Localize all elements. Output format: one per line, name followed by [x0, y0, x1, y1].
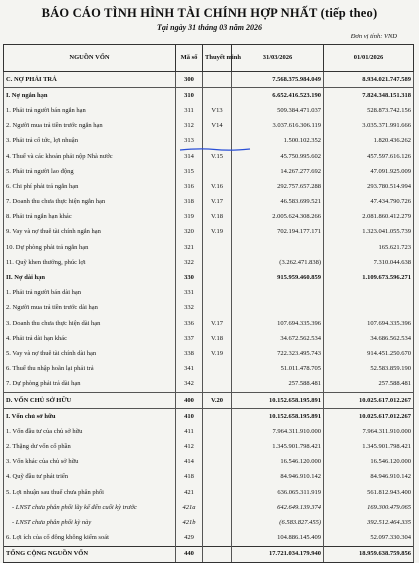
row-current-value: 84.946.910.142 — [232, 470, 324, 485]
row-note — [203, 72, 232, 88]
row-code: 312 — [176, 119, 203, 134]
row-note — [203, 424, 232, 439]
row-previous-value: 1.109.673.596.271 — [324, 270, 414, 285]
row-label: 2. Người mua trả tiền trước dài hạn — [4, 301, 176, 316]
row-previous-value: 165.621.723 — [324, 240, 414, 255]
table-row — [4, 301, 414, 316]
row-note — [203, 255, 232, 270]
row-label: 3. Vốn khác của chủ sở hữu — [4, 455, 176, 470]
row-note: V.19 — [203, 346, 232, 361]
row-code: 300 — [176, 72, 203, 88]
row-previous-value: 561.812.943.400 — [324, 485, 414, 500]
row-note: V.20 — [203, 392, 232, 408]
row-code: 321 — [176, 240, 203, 255]
row-previous-value — [324, 301, 414, 316]
row-previous-value: 47.434.790.726 — [324, 195, 414, 210]
row-code: 418 — [176, 470, 203, 485]
header-code: Mã số — [176, 45, 203, 72]
row-current-value: 14.267.277.692 — [232, 164, 324, 179]
row-previous-value: 84.946.910.142 — [324, 470, 414, 485]
header-note: Thuyết minh — [203, 45, 232, 72]
row-current-value: (6.583.827.455) — [232, 515, 324, 530]
row-previous-value: 16.546.120.000 — [324, 455, 414, 470]
row-previous-value: 257.588.481 — [324, 377, 414, 393]
row-current-value: 702.194.177.171 — [232, 225, 324, 240]
row-code: 311 — [176, 103, 203, 118]
row-note — [203, 500, 232, 515]
row-note: V.16 — [203, 179, 232, 194]
row-note — [203, 134, 232, 149]
row-code: 336 — [176, 316, 203, 331]
row-label: I. Vốn chủ sở hữu — [4, 409, 176, 425]
row-current-value: 2.005.624.308.266 — [232, 210, 324, 225]
row-previous-value: 52.583.859.190 — [324, 362, 414, 377]
row-code: 342 — [176, 377, 203, 393]
row-previous-value: 7.824.348.151.318 — [324, 88, 414, 104]
row-current-value: 6.652.416.523.190 — [232, 88, 324, 104]
row-previous-value: 52.097.330.304 — [324, 531, 414, 547]
row-current-value: 10.152.658.195.891 — [232, 392, 324, 408]
row-label: C. NỢ PHẢI TRẢ — [4, 72, 176, 88]
row-previous-value: 10.025.617.012.267 — [324, 392, 414, 408]
row-previous-value: 10.025.617.012.267 — [324, 409, 414, 425]
table-row — [4, 103, 414, 118]
report-title: BÁO CÁO TÌNH HÌNH TÀI CHÍNH HỢP NHẤT (tiếp theo) — [41, 6, 378, 20]
row-label: 2. Người mua trả tiền trước ngắn hạn — [4, 119, 176, 134]
row-current-value — [232, 301, 324, 316]
table-row — [4, 210, 414, 225]
table-row — [4, 546, 414, 562]
row-code: 337 — [176, 331, 203, 346]
row-previous-value: 3.035.371.991.666 — [324, 119, 414, 134]
table-row — [4, 164, 414, 179]
row-previous-value: 8.934.021.747.589 — [324, 72, 414, 88]
row-label: 9. Vay và nợ thuê tài chính ngắn hạn — [4, 225, 176, 240]
table-row — [4, 134, 414, 149]
row-current-value: 17.721.034.179.940 — [232, 546, 324, 562]
row-note: V.18 — [203, 210, 232, 225]
row-label: 1. Phải trả người bán ngắn hạn — [4, 103, 176, 118]
row-label: I. Nợ ngắn hạn — [4, 88, 176, 104]
row-note — [203, 164, 232, 179]
row-label: 4. Thuế và các khoản phải nộp Nhà nước — [4, 149, 176, 164]
table-row — [4, 362, 414, 377]
row-note: V.18 — [203, 331, 232, 346]
row-note — [203, 515, 232, 530]
row-code: 322 — [176, 255, 203, 270]
row-previous-value: 914.451.250.670 — [324, 346, 414, 361]
row-label: TỔNG CỘNG NGUỒN VỐN — [4, 546, 176, 562]
table-row — [4, 346, 414, 361]
row-note: V14 — [203, 119, 232, 134]
row-label: 5. Lợi nhuận sau thuế chưa phân phối — [4, 485, 176, 500]
row-label: - LNST chưa phân phối kỳ này — [4, 515, 176, 530]
row-label: 8. Phải trả ngắn hạn khác — [4, 210, 176, 225]
table-row — [4, 270, 414, 285]
row-current-value: 1.500.102.352 — [232, 134, 324, 149]
table-body — [4, 72, 414, 563]
row-code: 332 — [176, 301, 203, 316]
row-code: 319 — [176, 210, 203, 225]
row-previous-value: 18.959.638.759.856 — [324, 546, 414, 562]
table-row — [4, 240, 414, 255]
row-current-value: 46.583.699.521 — [232, 195, 324, 210]
row-current-value: 107.694.335.396 — [232, 316, 324, 331]
row-note — [203, 440, 232, 455]
row-note — [203, 485, 232, 500]
row-label: 10. Dự phòng phải trả ngắn hạn — [4, 240, 176, 255]
table-row — [4, 88, 414, 104]
row-previous-value: 528.873.742.156 — [324, 103, 414, 118]
row-previous-value: 47.091.925.009 — [324, 164, 414, 179]
row-previous-value: 293.780.514.994 — [324, 179, 414, 194]
row-current-value: 915.959.460.859 — [232, 270, 324, 285]
row-current-value: 45.750.995.602 — [232, 149, 324, 164]
table-row — [4, 377, 414, 393]
row-code: 315 — [176, 164, 203, 179]
row-current-value: (3.262.471.838) — [232, 255, 324, 270]
row-current-value: 636.065.311.919 — [232, 485, 324, 500]
row-current-value: 257.588.481 — [232, 377, 324, 393]
table-row — [4, 149, 414, 164]
row-label: 11. Quỹ khen thưởng, phúc lợi — [4, 255, 176, 270]
row-current-value: 34.672.562.534 — [232, 331, 324, 346]
row-previous-value: 169.300.479.065 — [324, 500, 414, 515]
table-row — [4, 424, 414, 439]
table-row — [4, 409, 414, 425]
row-label: 7. Dự phòng phải trả dài hạn — [4, 377, 176, 393]
row-current-value: 7.568.375.984.049 — [232, 72, 324, 88]
row-note — [203, 470, 232, 485]
table-row — [4, 470, 414, 485]
balance-sheet-table — [3, 44, 414, 563]
row-label: 5. Vay và nợ thuê tài chính dài hạn — [4, 346, 176, 361]
table-row — [4, 119, 414, 134]
row-note: V.15 — [203, 149, 232, 164]
row-code: 414 — [176, 455, 203, 470]
row-label: II. Nợ dài hạn — [4, 270, 176, 285]
row-label: 6. Thuế thu nhập hoãn lại phải trả — [4, 362, 176, 377]
row-code: 400 — [176, 392, 203, 408]
row-note — [203, 270, 232, 285]
row-code: 338 — [176, 346, 203, 361]
row-code: 314 — [176, 149, 203, 164]
row-previous-value: 34.686.562.534 — [324, 331, 414, 346]
row-label: D. VỐN CHỦ SỞ HỮU — [4, 392, 176, 408]
row-code: 411 — [176, 424, 203, 439]
row-note: V.17 — [203, 316, 232, 331]
row-code: 310 — [176, 88, 203, 104]
row-label: 1. Phải trả người bán dài hạn — [4, 286, 176, 301]
row-current-value — [232, 286, 324, 301]
table-row — [4, 286, 414, 301]
row-code: 421a — [176, 500, 203, 515]
row-label: 4. Phải trả dài hạn khác — [4, 331, 176, 346]
row-current-value: 722.323.495.743 — [232, 346, 324, 361]
row-label: - LNST chưa phân phối lũy kế đến cuối kỳ trước — [4, 500, 176, 515]
table-row — [4, 72, 414, 88]
row-note — [203, 286, 232, 301]
table-header-row — [4, 45, 414, 72]
row-previous-value: 1.323.041.055.739 — [324, 225, 414, 240]
row-label: 5. Phải trả người lao động — [4, 164, 176, 179]
header-current: 31/03/2026 — [232, 45, 324, 72]
row-note: V.17 — [203, 195, 232, 210]
row-code: 412 — [176, 440, 203, 455]
row-label: 3. Phải trả cổ tức, lợi nhuận — [4, 134, 176, 149]
row-label: 7. Doanh thu chưa thực hiện ngắn hạn — [4, 195, 176, 210]
row-current-value: 51.011.478.705 — [232, 362, 324, 377]
row-current-value: 16.546.120.000 — [232, 455, 324, 470]
table-row — [4, 331, 414, 346]
row-label: 6. Lợi ích của cổ đông không kiểm soát — [4, 531, 176, 547]
table-row — [4, 316, 414, 331]
row-previous-value: 7.964.311.910.000 — [324, 424, 414, 439]
header-source: NGUỒN VỐN — [4, 45, 176, 72]
table-row — [4, 531, 414, 547]
row-current-value: 104.886.145.409 — [232, 531, 324, 547]
row-label: 1. Vốn đầu tư của chủ sở hữu — [4, 424, 176, 439]
table-row — [4, 255, 414, 270]
table-row — [4, 515, 414, 530]
row-code: 316 — [176, 179, 203, 194]
row-previous-value: 107.694.335.396 — [324, 316, 414, 331]
row-previous-value: 7.310.044.638 — [324, 255, 414, 270]
row-current-value: 10.152.658.195.891 — [232, 409, 324, 425]
table-row — [4, 179, 414, 194]
row-previous-value: 1.345.901.798.421 — [324, 440, 414, 455]
row-note — [203, 455, 232, 470]
row-current-value: 1.345.901.798.421 — [232, 440, 324, 455]
table-row — [4, 440, 414, 455]
row-label: 6. Chi phí phải trả ngắn hạn — [4, 179, 176, 194]
row-previous-value: 392.512.464.335 — [324, 515, 414, 530]
row-note — [203, 409, 232, 425]
header-previous: 01/01/2026 — [324, 45, 414, 72]
table-row — [4, 195, 414, 210]
report-date: Tại ngày 31 tháng 03 năm 2026 — [157, 23, 262, 32]
row-note — [203, 546, 232, 562]
row-code: 421 — [176, 485, 203, 500]
row-code: 429 — [176, 531, 203, 547]
row-code: 421b — [176, 515, 203, 530]
row-note — [203, 88, 232, 104]
row-code: 341 — [176, 362, 203, 377]
row-code: 410 — [176, 409, 203, 425]
row-previous-value: 457.597.616.126 — [324, 149, 414, 164]
row-previous-value — [324, 286, 414, 301]
row-note: V13 — [203, 103, 232, 118]
currency-unit: Đơn vị tính: VND — [350, 33, 397, 40]
row-code: 318 — [176, 195, 203, 210]
row-code: 313 — [176, 134, 203, 149]
table-row — [4, 225, 414, 240]
row-previous-value: 1.820.436.262 — [324, 134, 414, 149]
row-note — [203, 362, 232, 377]
row-code: 331 — [176, 286, 203, 301]
row-current-value: 509.384.471.037 — [232, 103, 324, 118]
row-label: 4. Quỹ đầu tư phát triển — [4, 470, 176, 485]
row-note: V.19 — [203, 225, 232, 240]
row-current-value: 7.964.311.910.000 — [232, 424, 324, 439]
table-row — [4, 485, 414, 500]
row-label: 2. Thặng dư vốn cổ phần — [4, 440, 176, 455]
table-row — [4, 500, 414, 515]
row-current-value — [232, 240, 324, 255]
row-code: 440 — [176, 546, 203, 562]
row-note — [203, 531, 232, 547]
row-note — [203, 301, 232, 316]
row-note — [203, 377, 232, 393]
row-current-value: 292.757.657.288 — [232, 179, 324, 194]
row-current-value: 3.037.616.306.119 — [232, 119, 324, 134]
row-code: 330 — [176, 270, 203, 285]
row-note — [203, 240, 232, 255]
table-row — [4, 392, 414, 408]
table-row — [4, 455, 414, 470]
row-code: 320 — [176, 225, 203, 240]
row-label: 3. Doanh thu chưa thực hiện dài hạn — [4, 316, 176, 331]
row-current-value: 642.649.139.374 — [232, 500, 324, 515]
row-previous-value: 2.081.860.412.279 — [324, 210, 414, 225]
